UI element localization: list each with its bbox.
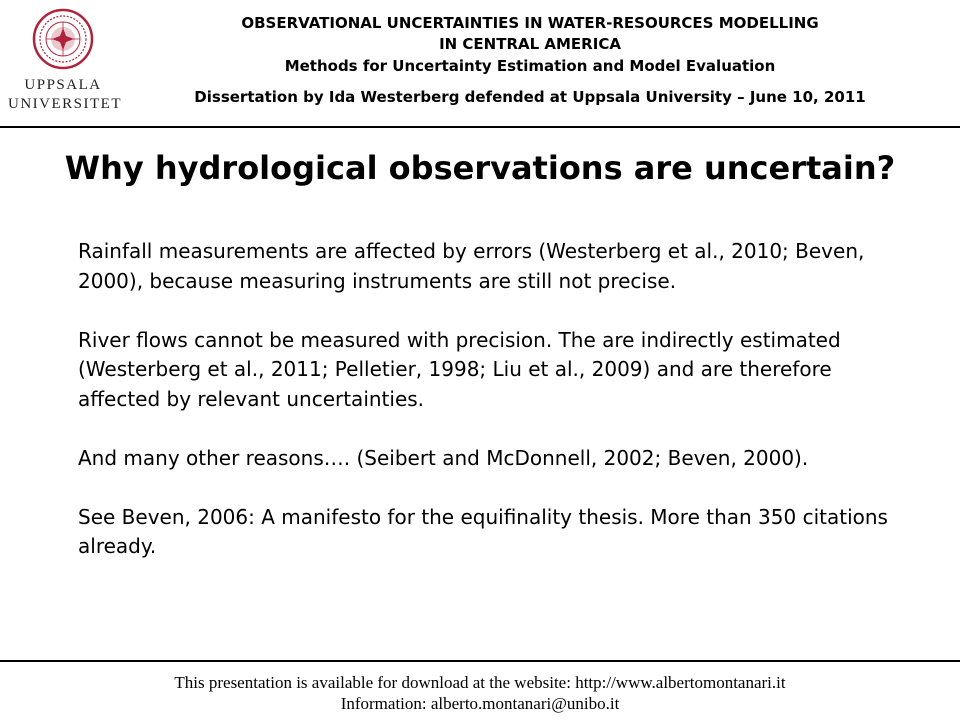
- header-title-line-1: OBSERVATIONAL UNCERTAINTIES IN WATER-RESOURCES MODELLING: [241, 14, 819, 32]
- footer-contact-line: Information: alberto.montanari@unibo.it: [340, 694, 620, 713]
- footer-download-line: This presentation is available for download at the website: http://www.albertomontanari.it: [174, 673, 786, 692]
- university-seal-icon: [32, 8, 94, 70]
- footer: [0, 672, 960, 714]
- logo-line-1: UPPSALA: [24, 77, 102, 93]
- top-divider: [0, 126, 960, 128]
- paragraph-beven-manifesto: See Beven, 2006: A manifesto for the equifinality thesis. More than 350 citations already.: [78, 504, 888, 558]
- slide-body: [78, 237, 918, 591]
- header: [120, 13, 940, 108]
- paragraph-rainfall: Rainfall measurements are affected by errors (Westerberg et al., 2010; Beven, 2000), because measuring instruments are still not precise.: [78, 239, 865, 293]
- header-subtitle: Methods for Uncertainty Estimation and Model Evaluation: [284, 57, 776, 75]
- header-dissertation: Dissertation by Ida Westerberg defended at Uppsala University – June 10, 2011: [194, 88, 866, 106]
- slide-title: Why hydrological observations are uncertain?: [64, 149, 896, 187]
- paragraph-river-flows: River flows cannot be measured with precision. The are indirectly estimated (Westerberg et al., 2011; Pelletier, 1998; Liu et al., 2009) and are therefore affected by relevant uncertainties.: [78, 327, 841, 411]
- bottom-divider: [0, 660, 960, 662]
- logo-line-2: UNIVERSITET: [8, 96, 122, 112]
- header-title-line-2: IN CENTRAL AMERICA: [439, 35, 621, 53]
- university-logo: [8, 8, 122, 120]
- paragraph-other-reasons: And many other reasons…. (Seibert and McDonnell, 2002; Beven, 2000).: [78, 445, 809, 470]
